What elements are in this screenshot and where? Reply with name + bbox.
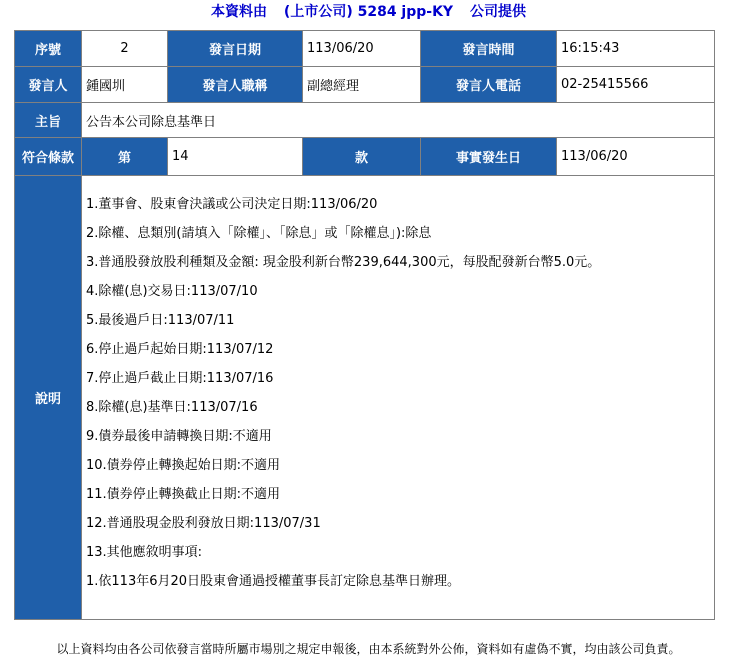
- speaker-title-value: 副總經理: [303, 67, 421, 103]
- clause-label: 符合條款: [15, 138, 82, 176]
- title-suffix: 公司提供: [469, 4, 526, 20]
- event-date-value: 113/06/20: [557, 138, 715, 176]
- time-value: 16:15:43: [557, 31, 715, 67]
- row-description: [15, 176, 715, 620]
- description-line: 3.普通股發放股利種類及金額: 現金股利新台幣239,644,300元，每股配發新台幣5.0元。: [86, 255, 601, 270]
- date-value: 113/06/20: [303, 31, 421, 67]
- description-line: 13.其他應敘明事項:: [86, 545, 203, 560]
- time-label: 發言時間: [421, 31, 557, 67]
- speaker-label: 發言人: [15, 67, 82, 103]
- speaker-title-label: 發言人職稱: [168, 67, 303, 103]
- row-speaker: [15, 67, 715, 103]
- description-line: 9.債券最後申請轉換日期:不適用: [86, 429, 272, 444]
- row-sequence: [15, 31, 715, 67]
- title-company: (上市公司) 5284 jpp-KY: [283, 4, 454, 20]
- subject-label: 主旨: [15, 103, 82, 138]
- description-label: 說明: [15, 176, 82, 620]
- description-line: 11.債券停止轉換截止日期:不適用: [86, 487, 281, 502]
- date-label: 發言日期: [168, 31, 303, 67]
- description-line: 2.除權、息類別(請填入「除權」、「除息」或「除權息」):除息: [86, 226, 432, 241]
- row-subject: [15, 103, 715, 138]
- event-date-label: 事實發生日: [421, 138, 557, 176]
- description-line: 12.普通股現金股利發放日期:113/07/31: [86, 516, 321, 531]
- description-line: 5.最後過戶日:113/07/11: [86, 313, 235, 328]
- speaker-phone-value: 02-25415566: [557, 67, 715, 103]
- subject-value: 公告本公司除息基準日: [82, 103, 715, 138]
- description-line: 8.除權(息)基準日:113/07/16: [86, 400, 258, 415]
- description-body: [82, 176, 715, 620]
- speaker-value: 鍾國圳: [82, 67, 168, 103]
- description-line: 1.依113年6月20日股東會通過授權董事長訂定除息基準日辦理。: [86, 574, 461, 589]
- description-line: 4.除權(息)交易日:113/07/10: [86, 284, 258, 299]
- description-line: 7.停止過戶截止日期:113/07/16: [86, 371, 274, 386]
- article-label: 第: [82, 138, 168, 176]
- description-line: 10.債券停止轉換起始日期:不適用: [86, 458, 281, 473]
- description-line: 1.董事會、股東會決議或公司決定日期:113/06/20: [86, 197, 378, 212]
- announcement-table: [14, 30, 715, 620]
- page-title: [0, 0, 737, 24]
- seq-label: 序號: [15, 31, 82, 67]
- row-clause: [15, 138, 715, 176]
- item-label: 款: [303, 138, 421, 176]
- speaker-phone-label: 發言人電話: [421, 67, 557, 103]
- article-value: 14: [168, 138, 303, 176]
- disclaimer-footer: 以上資料均由各公司依發言當時所屬市場別之規定申報後，由本系統對外公佈，資料如有虛偽不實，均由該公司負責。: [56, 642, 681, 656]
- title-prefix: 本資料由: [211, 4, 268, 20]
- description-line: 6.停止過戶起始日期:113/07/12: [86, 342, 274, 357]
- seq-value: 2: [82, 31, 168, 67]
